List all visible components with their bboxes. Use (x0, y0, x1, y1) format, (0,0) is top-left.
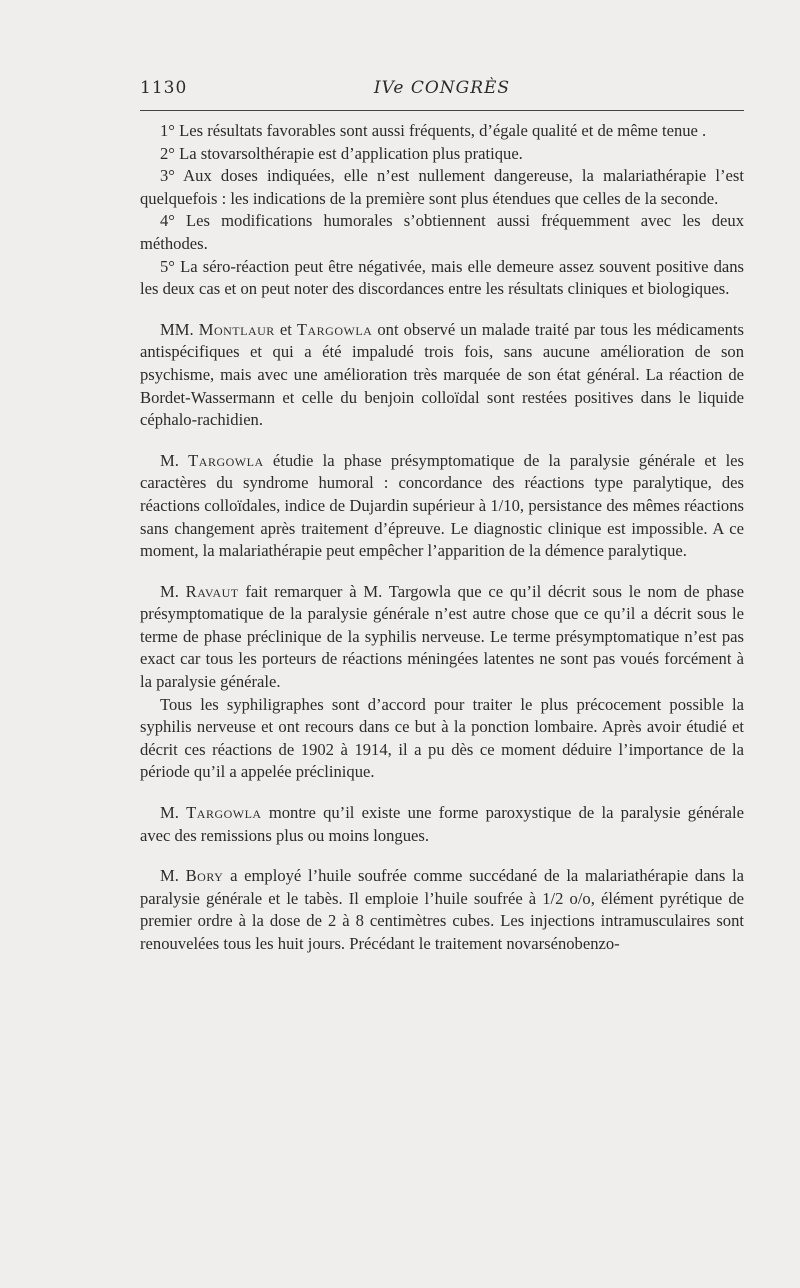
header-rule (140, 110, 744, 111)
paragraph-lead: MM. (160, 319, 199, 339)
paragraph-connector: et (274, 319, 297, 339)
running-head: IVe CONGRÈS (373, 78, 511, 98)
paragraph-conclusion-4: 4° Les modifications humorales s’obtiennent aussi fréquemment avec les deux méthodes. (140, 211, 744, 253)
author-name: Targowla (188, 450, 264, 470)
paragraph-montlaur-targowla (140, 319, 744, 432)
page-number: 1130 (140, 78, 188, 98)
paragraph-text: a employé l’huile soufrée comme succédané de la malariathérapie dans la paralysie générale et le tabès. Il emploie l’huile soufrée à 1/2 o/o, élément pyrétique de premier ordre à la dose de 2 à 8 centimètres cubes. Les injections intramusculaires sont renouvelées tous les huit jours. Précédant le traitement novarsénobenzo- (140, 866, 744, 953)
page-header (140, 78, 744, 102)
body-text (140, 120, 744, 956)
paragraph-conclusion-1: 1° Les résultats favorables sont aussi fréquents, d’égale qualité et de même tenue . (160, 121, 707, 140)
paragraph-lead: M. (160, 803, 187, 823)
author-name: Ravaut (185, 581, 239, 601)
paragraph-conclusion-3: 3° Aux doses indiquées, elle n’est nullement dangereuse, la malariathérapie l’est quelquefois : les indications de la première sont plus étendues que celles de la seconde. (140, 166, 744, 208)
paragraph-bory (140, 865, 744, 955)
paragraph-conclusion-5: 5° La séro-réaction peut être négativée, mais elle demeure assez souvent positive dans les deux cas et on peut noter des discordances entre les résultats cliniques et biologiques. (140, 256, 744, 299)
author-name: Montlaur (198, 319, 275, 339)
author-name: Bory (185, 866, 224, 886)
paragraph-text: fait remarquer à M. Targowla que ce qu’il décrit sous le nom de phase présymptomatique de la paralysie générale n’est autre chose que ce qu’il a décrit sous le terme de phase préclinique de la syphilis nerveuse. Le terme présymptomatique n’est pas exact car tous les porteurs de réactions méningées latentes ne sont pas voués forcément à la paralysie générale. (140, 581, 744, 692)
paragraph-ravaut (140, 581, 744, 694)
paragraph-text: montre qu’il existe une forme paroxystique de la paralysie générale avec des remissions plus ou moins longues. (140, 803, 744, 845)
paragraph-syphiligraphes: Tous les syphiligraphes sont d’accord pour traiter le plus précocement possible la syphilis nerveuse et ont recours dans ce but à la ponction lombaire. Après avoir étudié et décrit ces réactions de 1902 à 1914, il a pu dès ce moment déduire l’importance de la période qu’il a appelée préclinique. (140, 694, 744, 782)
paragraph-targowla-paroxystique (140, 802, 744, 847)
author-name: Targowla (296, 319, 373, 339)
author-name: Targowla (186, 803, 262, 823)
paragraph-lead: M. (160, 450, 189, 470)
paragraph-conclusion-2: 2° La stovarsolthérapie est d’application plus pratique. (160, 143, 523, 163)
paragraph-lead: M. (160, 866, 186, 886)
paragraph-text: ont observé un malade traité par tous les médicaments antispécifiques et qui a été impaludé trois fois, sans aucune amélioration de son psychisme, mais avec une amélioration très marquée de son état général. La réaction de Bordet-Wassermann et celle du benjoin colloïdal sont restées positives dans le liquide céphalo-rachidien. (140, 319, 744, 430)
paragraph-lead: M. (160, 581, 186, 601)
paragraph-text: étudie la phase présymptomatique de la paralysie générale et les caractères du syndrome humoral : concordance des réactions type paralytique, des réactions colloïdales, indice de Dujardin supérieur à 1/10, persistance des mêmes réactions sans changement après traitement d’épreuve. Le diagnostic clinique est impossible. A ce moment, la malariathérapie peut empêcher l’apparition de la démence paralytique. (140, 450, 744, 561)
paragraph-targowla-phase (140, 450, 744, 563)
